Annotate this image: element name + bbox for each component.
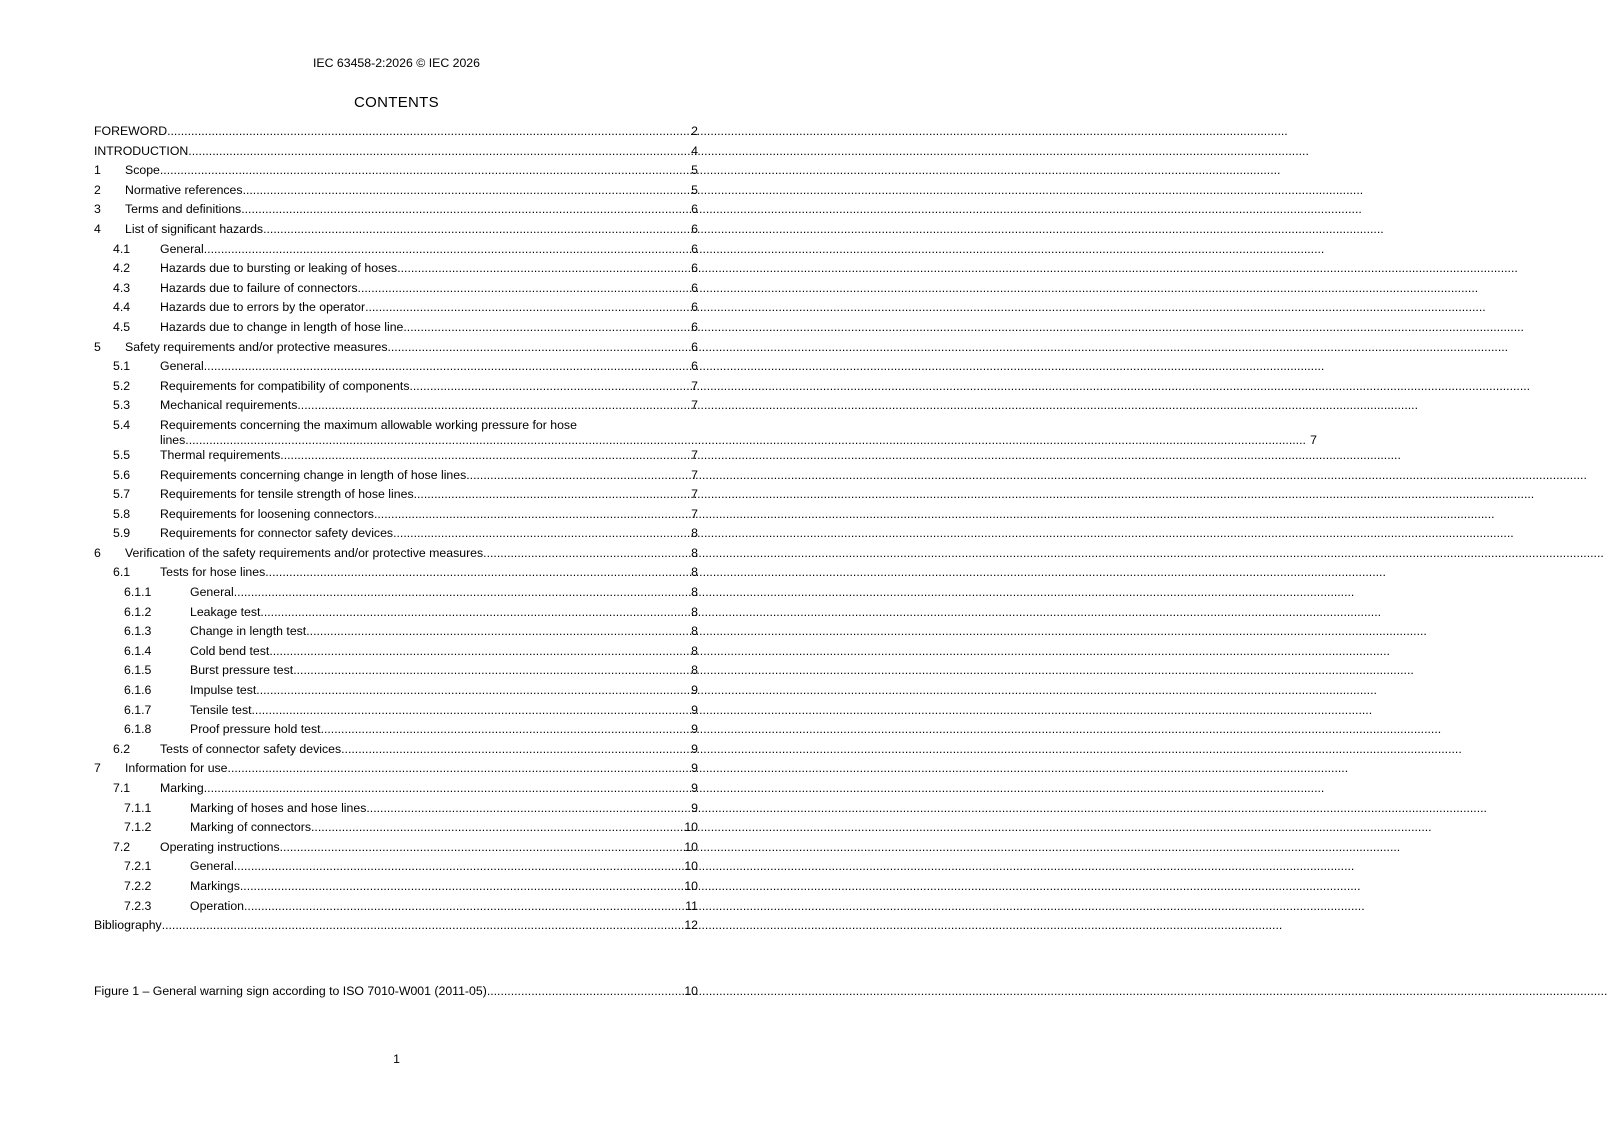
dot-leader xyxy=(366,801,687,816)
table-of-contents xyxy=(94,124,1317,933)
toc-entry[interactable] xyxy=(94,918,698,933)
dot-leader xyxy=(256,683,687,698)
toc-entry-page: 6 xyxy=(691,339,698,354)
toc-entry[interactable] xyxy=(94,605,698,620)
toc-entry-title: General xyxy=(190,859,234,874)
toc-entry-number: 7.2.1 xyxy=(124,859,152,874)
toc-entry-page: 9 xyxy=(691,683,698,698)
toc-entry[interactable] xyxy=(94,663,698,678)
toc-entry-number: 4.5 xyxy=(113,319,131,334)
dot-leader xyxy=(265,565,687,580)
toc-entry-page: 8 xyxy=(691,526,698,541)
toc-entry[interactable] xyxy=(94,820,698,835)
toc-entry-number: 6.1.1 xyxy=(124,585,152,600)
toc-entry-title: Tests for hose lines xyxy=(160,565,266,580)
dot-leader xyxy=(162,918,684,933)
toc-entry[interactable] xyxy=(94,398,698,413)
dot-leader xyxy=(188,144,687,159)
toc-entry-page: 12 xyxy=(684,918,698,933)
toc-entry-number: 6.1.4 xyxy=(124,643,152,658)
toc-entry-page: 8 xyxy=(691,663,698,678)
toc-entry-number: 5.7 xyxy=(113,487,131,502)
toc-entry-title: Safety requirements and/or protective measures xyxy=(125,339,388,354)
toc-entry-number: 7.1.1 xyxy=(124,800,152,815)
toc-entry-title: Operation xyxy=(190,898,245,913)
toc-entry-number: 6.1.7 xyxy=(124,702,152,717)
figure-entry-page: 10 xyxy=(684,984,698,998)
toc-entry[interactable] xyxy=(94,163,698,178)
toc-entry[interactable] xyxy=(94,781,698,796)
dot-leader xyxy=(234,859,684,874)
toc-entry-page: 6 xyxy=(691,319,698,334)
dot-leader xyxy=(306,624,687,639)
list-of-figures xyxy=(94,984,698,999)
figure-entry-title: Figure 1 – General warning sign according to ISO 7010-W001 (2011-05) xyxy=(94,984,487,998)
dot-leader xyxy=(240,879,683,894)
toc-entry-title: Normative references xyxy=(125,182,243,197)
toc-entry-title: Verification of the safety requirements and/or protective measures xyxy=(125,545,484,560)
toc-entry-number: 7.1.2 xyxy=(124,820,152,835)
toc-entry[interactable] xyxy=(94,683,698,698)
dot-leader xyxy=(204,242,687,257)
toc-entry-page: 5 xyxy=(691,182,698,197)
dot-leader xyxy=(466,468,687,483)
toc-entry[interactable] xyxy=(94,859,698,874)
toc-entry[interactable] xyxy=(94,448,698,463)
toc-entry-page: 10 xyxy=(684,820,698,835)
dot-leader xyxy=(167,124,687,139)
toc-entry-page: 10 xyxy=(684,839,698,854)
toc-entry-title: Cold bend test xyxy=(190,643,270,658)
toc-entry-title: Markings xyxy=(190,878,240,893)
dot-leader xyxy=(297,398,687,413)
toc-entry-page: 7 xyxy=(691,487,698,502)
toc-entry-title: Thermal requirements xyxy=(160,447,281,462)
toc-entry-page: 8 xyxy=(691,604,698,619)
toc-entry-number: 7.1 xyxy=(113,781,131,795)
toc-entry-title: General xyxy=(160,359,204,374)
dot-leader xyxy=(387,340,687,355)
toc-entry-page: 6 xyxy=(691,221,698,236)
toc-entry-title: Requirements for loosening connectors xyxy=(160,506,374,521)
toc-entry[interactable] xyxy=(94,507,698,522)
toc-entry-page: 6 xyxy=(691,300,698,315)
contents-title: CONTENTS xyxy=(354,94,439,111)
toc-entry-title: FOREWORD xyxy=(94,124,168,138)
toc-entry[interactable] xyxy=(94,261,698,276)
toc-entry-body xyxy=(160,418,1317,448)
toc-entry-page: 10 xyxy=(684,878,698,893)
toc-entry-page: 4 xyxy=(691,143,698,158)
toc-entry-title: Bibliography xyxy=(94,918,162,933)
toc-entry-title: Terms and definitions xyxy=(125,202,242,217)
toc-entry-page: 9 xyxy=(691,781,698,795)
toc-entry[interactable] xyxy=(94,703,698,718)
dot-leader xyxy=(244,899,684,914)
toc-entry-number: 1 xyxy=(94,163,101,178)
toc-entry-title: Marking xyxy=(160,781,204,795)
toc-entry-title-continued: lines xyxy=(160,432,186,447)
toc-entry[interactable] xyxy=(94,300,698,315)
toc-entry[interactable] xyxy=(94,624,698,639)
toc-entry-number: 5.4 xyxy=(113,417,131,432)
toc-entry-title: Burst pressure test xyxy=(190,663,294,678)
toc-entry-number: 7 xyxy=(94,761,101,776)
dot-leader xyxy=(269,644,687,659)
toc-entry-number: 6.1.5 xyxy=(124,663,152,678)
toc-entry[interactable] xyxy=(94,585,698,600)
toc-entry[interactable] xyxy=(94,417,1317,448)
toc-entry[interactable] xyxy=(94,546,698,561)
toc-entry-page: 8 xyxy=(691,624,698,639)
dot-leader xyxy=(341,742,687,757)
toc-entry[interactable] xyxy=(94,742,698,757)
toc-entry-number: 7.2.3 xyxy=(124,898,152,913)
toc-entry-number: 4.1 xyxy=(113,241,131,256)
toc-entry-title: Leakage test xyxy=(190,604,261,619)
toc-entry-page: 9 xyxy=(691,722,698,737)
dot-leader xyxy=(397,261,687,276)
toc-entry-title: Requirements for tensile strength of hose lines xyxy=(160,487,414,502)
dot-leader xyxy=(204,781,687,796)
toc-entry-title: Operating instructions xyxy=(160,839,280,854)
dot-leader xyxy=(280,448,687,463)
toc-entry-title: INTRODUCTION xyxy=(94,143,189,158)
toc-entry-number: 6.1.8 xyxy=(124,722,152,737)
toc-entry-page: 6 xyxy=(691,202,698,217)
toc-entry[interactable] xyxy=(94,840,698,855)
dot-leader xyxy=(409,379,687,394)
toc-entry[interactable] xyxy=(94,565,698,580)
toc-entry-number: 6.1.6 xyxy=(124,683,152,698)
toc-entry[interactable] xyxy=(94,468,698,483)
toc-entry-number: 5.9 xyxy=(113,526,131,541)
toc-entry[interactable] xyxy=(94,124,698,139)
dot-leader xyxy=(358,281,687,296)
toc-entry-page: 6 xyxy=(691,359,698,374)
toc-entry-page: 11 xyxy=(685,898,698,913)
toc-entry[interactable] xyxy=(94,879,698,894)
toc-entry-title: Requirements for connector safety devices xyxy=(160,526,394,541)
toc-entry-number: 6 xyxy=(94,545,101,560)
dot-leader xyxy=(228,761,687,776)
toc-entry-title: Hazards due to errors by the operator xyxy=(160,300,366,315)
toc-entry-number: 4 xyxy=(94,221,101,236)
toc-entry[interactable] xyxy=(94,242,698,257)
toc-entry-page: 10 xyxy=(684,859,698,874)
toc-entry-title: Tests of connector safety devices xyxy=(160,741,342,756)
dot-leader xyxy=(365,300,687,315)
toc-entry-title: Change in length test xyxy=(190,624,307,639)
toc-entry-page: 8 xyxy=(691,643,698,658)
toc-entry-page: 8 xyxy=(691,565,698,580)
dot-leader xyxy=(280,840,684,855)
toc-entry-number: 5.2 xyxy=(113,378,131,393)
toc-entry-continuation xyxy=(160,433,1317,448)
toc-entry-title: Scope xyxy=(125,163,160,178)
toc-entry-title: Requirements for compatibility of components xyxy=(160,378,410,393)
toc-entry[interactable] xyxy=(94,761,698,776)
toc-entry[interactable] xyxy=(94,379,698,394)
toc-entry[interactable] xyxy=(94,183,698,198)
toc-entry-page: 7 xyxy=(691,378,698,393)
dot-leader xyxy=(252,703,687,718)
dot-leader xyxy=(311,820,683,835)
toc-entry-number: 5 xyxy=(94,339,101,354)
dot-leader xyxy=(260,605,687,620)
dot-leader xyxy=(204,359,687,374)
toc-entry[interactable] xyxy=(94,202,698,217)
toc-entry[interactable] xyxy=(94,340,698,355)
toc-entry-number: 4.4 xyxy=(113,300,131,315)
toc-entry[interactable] xyxy=(94,801,698,816)
toc-entry-number: 7.2 xyxy=(113,839,131,854)
toc-entry-number: 4.2 xyxy=(113,261,131,276)
dot-leader xyxy=(403,320,687,335)
toc-entry-title: Hazards due to bursting or leaking of hoses xyxy=(160,261,398,276)
toc-entry-number: 6.1.2 xyxy=(124,604,152,619)
toc-entry[interactable] xyxy=(94,644,698,659)
toc-entry[interactable] xyxy=(94,487,698,502)
running-header: IEC 63458-2:2026 © IEC 2026 xyxy=(313,56,480,70)
toc-entry-number: 6.2 xyxy=(113,741,131,756)
toc-entry[interactable] xyxy=(94,722,698,737)
toc-entry-title: Hazards due to failure of connectors xyxy=(160,280,358,295)
toc-entry-number: 5.1 xyxy=(113,359,131,374)
toc-entry-title: Marking of connectors xyxy=(190,820,311,835)
toc-entry[interactable] xyxy=(94,320,698,335)
toc-entry-title: Requirements concerning the maximum allowable working pressure for hose xyxy=(160,417,577,432)
toc-entry-number: 3 xyxy=(94,202,101,217)
toc-entry-number: 5.5 xyxy=(113,447,131,462)
dot-leader xyxy=(241,202,687,217)
toc-entry[interactable] xyxy=(94,359,698,374)
dot-leader xyxy=(160,163,687,178)
dot-leader xyxy=(185,433,1306,448)
toc-entry-number: 5.8 xyxy=(113,506,131,521)
dot-leader xyxy=(414,487,687,502)
dot-leader xyxy=(321,722,687,737)
toc-entry-page: 9 xyxy=(691,800,698,815)
dot-leader xyxy=(293,663,687,678)
toc-entry-page: 6 xyxy=(691,280,698,295)
dot-leader xyxy=(487,984,684,999)
toc-entry-title: General xyxy=(190,585,234,600)
figure-entry[interactable] xyxy=(94,984,698,999)
dot-leader xyxy=(234,585,687,600)
toc-entry-number: 6.1 xyxy=(113,565,131,580)
toc-entry-number: 5.6 xyxy=(113,467,131,482)
toc-entry-page: 6 xyxy=(691,241,698,256)
toc-entry-title: Marking of hoses and hose lines xyxy=(190,800,367,815)
toc-entry-title: General xyxy=(160,241,204,256)
toc-entry-number: 4.3 xyxy=(113,280,131,295)
toc-entry[interactable] xyxy=(94,222,698,237)
toc-entry-title: Requirements concerning change in length of hose lines xyxy=(160,467,467,482)
dot-leader xyxy=(243,183,687,198)
dot-leader xyxy=(393,526,687,541)
toc-entry-title: Tensile test xyxy=(190,702,252,717)
dot-leader xyxy=(374,507,687,522)
dot-leader xyxy=(483,546,687,561)
toc-entry[interactable] xyxy=(94,526,698,541)
toc-entry[interactable] xyxy=(94,281,698,296)
toc-entry-number: 6.1.3 xyxy=(124,624,152,639)
toc-entry[interactable] xyxy=(94,899,698,914)
toc-entry-title: Hazards due to change in length of hose line xyxy=(160,319,404,334)
toc-entry-page: 7 xyxy=(1310,432,1317,447)
toc-entry-page: 5 xyxy=(691,163,698,178)
dot-leader xyxy=(263,222,687,237)
toc-entry-title: List of significant hazards xyxy=(125,221,264,236)
toc-entry-page: 9 xyxy=(691,702,698,717)
toc-entry-page: 8 xyxy=(691,585,698,600)
toc-entry-page: 7 xyxy=(691,398,698,413)
toc-entry-page: 7 xyxy=(691,467,698,482)
toc-entry-title: Information for use xyxy=(125,761,228,776)
toc-entry[interactable] xyxy=(94,144,698,159)
toc-entry-page: 9 xyxy=(691,761,698,776)
toc-entry-page: 8 xyxy=(691,545,698,560)
toc-entry-page: 7 xyxy=(691,506,698,521)
toc-entry-page: 9 xyxy=(691,741,698,756)
toc-entry-page: 6 xyxy=(691,261,698,276)
toc-entry-title: Impulse test xyxy=(190,683,257,698)
toc-entry-title: Proof pressure hold test xyxy=(190,722,321,737)
page-number: 1 xyxy=(393,1052,400,1066)
toc-entry-title: Mechanical requirements xyxy=(160,398,298,413)
toc-entry-number: 2 xyxy=(94,182,101,197)
toc-entry-page: 7 xyxy=(691,447,698,462)
toc-entry-number: 5.3 xyxy=(113,398,131,413)
toc-entry-page: 2 xyxy=(691,124,698,138)
toc-entry-number: 7.2.2 xyxy=(124,878,152,893)
